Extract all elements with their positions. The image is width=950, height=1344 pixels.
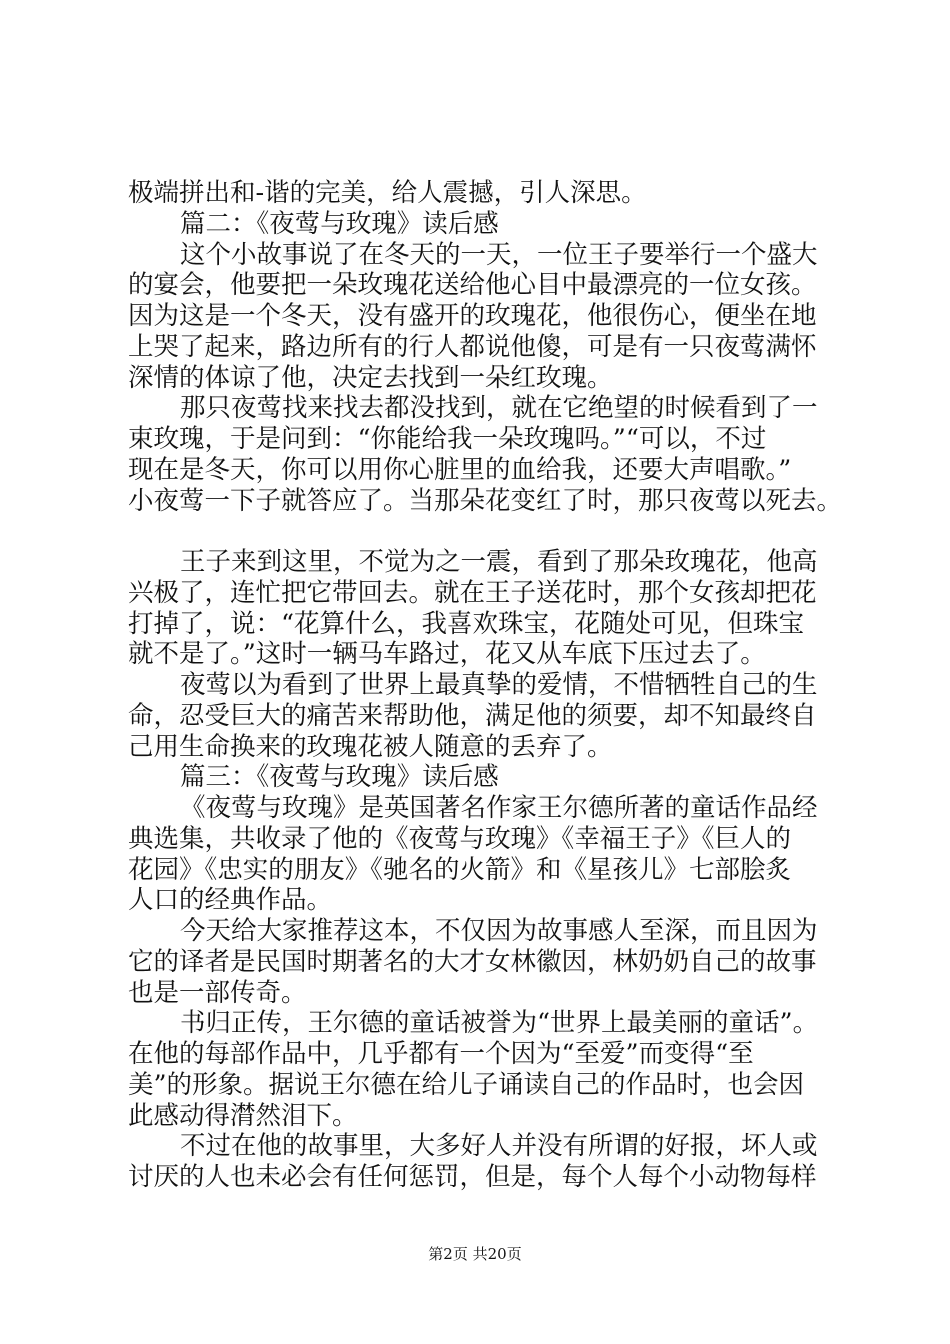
text-line: 它的译者是民国时期著名的大才女林徽因，林奶奶自己的故事 bbox=[128, 946, 817, 977]
text-line: 此感动得潸然泪下。 bbox=[128, 1100, 358, 1131]
text-line: 花园》《忠实的朋友》《驰名的火箭》和《星孩儿》七部脍炙 bbox=[128, 854, 792, 885]
text-line: 小夜莺一下子就答应了。当那朵花变红了时，那只夜莺以死去。 bbox=[128, 485, 843, 516]
text-line: 那只夜莺找来找去都没找到，就在它绝望的时候看到了一 bbox=[180, 393, 818, 424]
text-line: 打掉了，说：“花算什么，我喜欢珠宝，花随处可见，但珠宝 bbox=[128, 608, 805, 639]
text-line: 夜莺以为看到了世界上最真挚的爱情，不惜牺牲自己的生 bbox=[180, 670, 818, 700]
text-line: 王子来到这里，不觉为之一震，看到了那朵玫瑰花，他高 bbox=[180, 547, 818, 577]
text-line: 人口的经典作品。 bbox=[128, 885, 333, 916]
section-heading: 篇二：《夜莺与玫瑰》读后感 bbox=[180, 208, 499, 239]
text-line: 这个小故事说了在冬天的一天，一位王子要举行一个盛大 bbox=[180, 239, 818, 270]
text-line: 因为这是一个冬天，没有盛开的玫瑰花，他很伤心，便坐在地 bbox=[128, 301, 817, 331]
text-line: 的宴会，他要把一朵玫瑰花送给他心目中最漂亮的一位女孩。 bbox=[128, 270, 817, 301]
text-line: 上哭了起来，路边所有的行人都说他傻，可是有一只夜莺满怀 bbox=[128, 331, 817, 362]
text-line: 深情的体谅了他，决定去找到一朵红玫瑰。 bbox=[128, 362, 613, 393]
text-line: 束玫瑰，于是问到：“你能给我一朵玫瑰吗。”“可以，不过 bbox=[128, 424, 767, 454]
text-line: 现在是冬天，你可以用你心脏里的血给我，还要大声唱歌。” bbox=[128, 454, 792, 485]
text-line: 《夜莺与玫瑰》是英国著名作家王尔德所著的童话作品经 bbox=[180, 793, 818, 823]
text-line: 也是一部传奇。 bbox=[128, 977, 307, 1008]
text-line: 就不是了。”这时一辆马车路过，花又从车底下压过去了。 bbox=[128, 639, 766, 670]
text-line: 书归正传，王尔德的童话被誉为“世界上最美丽的童话”。 bbox=[180, 1008, 819, 1039]
text-line: 典选集，共收录了他的《夜莺与玫瑰》《幸福王子》《巨人的 bbox=[128, 823, 792, 854]
text-line: 兴极了，连忙把它带回去。就在王子送花时，那个女孩却把花 bbox=[128, 577, 817, 608]
text-line: 今天给大家推荐这本，不仅因为故事感人至深，而且因为 bbox=[180, 916, 818, 946]
text-line: 不过在他的故事里，大多好人并没有所谓的好报，坏人或 bbox=[180, 1131, 818, 1162]
text-line: 在他的每部作品中，几乎都有一个因为“至爱”而变得“至 bbox=[128, 1039, 754, 1069]
section-heading: 篇三：《夜莺与玫瑰》读后感 bbox=[180, 762, 499, 793]
text-line: 命，忍受巨大的痛苦来帮助他，满足他的须要，却不知最终自 bbox=[128, 700, 817, 731]
text-line: 美”的形象。据说王尔德在给儿子诵读自己的作品时，也会因 bbox=[128, 1069, 805, 1100]
text-line: 讨厌的人也未必会有任何惩罚，但是，每个人每个小动物每样 bbox=[128, 1162, 817, 1192]
page-footer: 第2页 共20页 bbox=[428, 1245, 522, 1263]
text-line: 极端拼出和-谐的完美，给人震撼，引人深思。 bbox=[128, 178, 647, 208]
text-line: 己用生命换来的玫瑰花被人随意的丢弃了。 bbox=[128, 731, 613, 762]
